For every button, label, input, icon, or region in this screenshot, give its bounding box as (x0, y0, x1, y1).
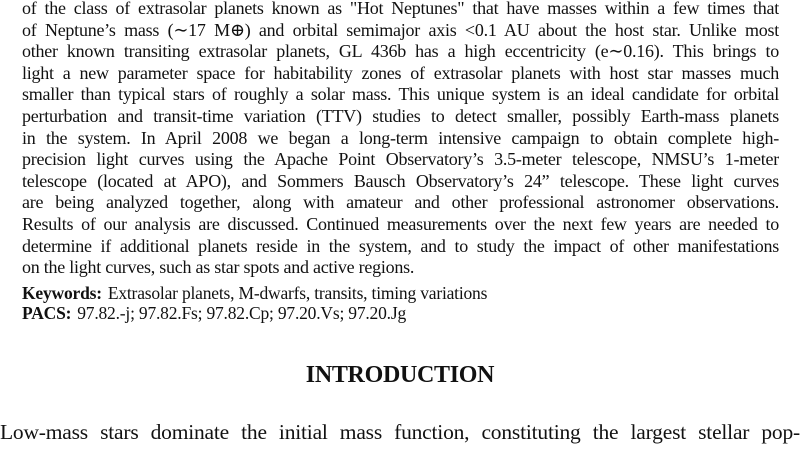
keywords-value: Extrasolar planets, M-dwarfs, transits, timing variations (107, 283, 488, 303)
abstract-line: Results of our analysis are discussed. Continued measurements over the next few years are needed to (22, 213, 779, 234)
section-heading: INTRODUCTION (305, 362, 495, 388)
abstract-line: other known transiting extrasolar planets, GL 436b has a high eccentricity (e∼0.16). This brings to (22, 41, 779, 62)
abstract-line: smaller than typical stars of roughly a solar mass. This unique system is an ideal candidate for orbital (22, 84, 779, 105)
abstract-line: are being analyzed together, along with amateur and other professional astronomer observations. (22, 192, 779, 213)
abstract-line: of Neptune’s mass (∼17 M⊕) and orbital semimajor axis <0.1 AU about the host star. Unlike most (22, 19, 779, 40)
abstract-line: on the light curves, such as star spots and active regions. (22, 257, 415, 278)
keywords-label: Keywords: (22, 283, 102, 303)
abstract-line: telescope (located at APO), and Sommers Bausch Observatory’s 24” telescope. These light curves (22, 170, 779, 191)
pacs-label: PACS: (22, 303, 72, 323)
pacs-value: 97.82.-j; 97.82.Fs; 97.82.Cp; 97.20.Vs; 97.20.Jg (77, 303, 406, 323)
keywords (22, 283, 487, 303)
abstract-line: in the system. In April 2008 we began a long-term intensive campaign to obtain complete high- (22, 127, 779, 148)
intro-paragraph: Low-mass stars dominate the initial mass function, constituting the largest stellar pop- (0, 420, 800, 444)
abstract-line: perturbation and transit-time variation (TTV) studies to detect smaller, possibly Earth-mass planets (22, 105, 779, 126)
abstract (22, 0, 779, 279)
abstract-line: determine if additional planets reside in the system, and to study the impact of other manifestations (22, 235, 779, 256)
abstract-line: precision light curves using the Apache Point Observatory’s 3.5-meter telescope, NMSU’s 1-meter (22, 149, 779, 170)
abstract-line: light a new parameter space for habitability zones of extrasolar planets with host star masses much (22, 62, 779, 83)
pacs (22, 303, 406, 323)
abstract-line: of the class of extrasolar planets known as "Hot Neptunes" that have masses within a few times that (22, 0, 779, 18)
